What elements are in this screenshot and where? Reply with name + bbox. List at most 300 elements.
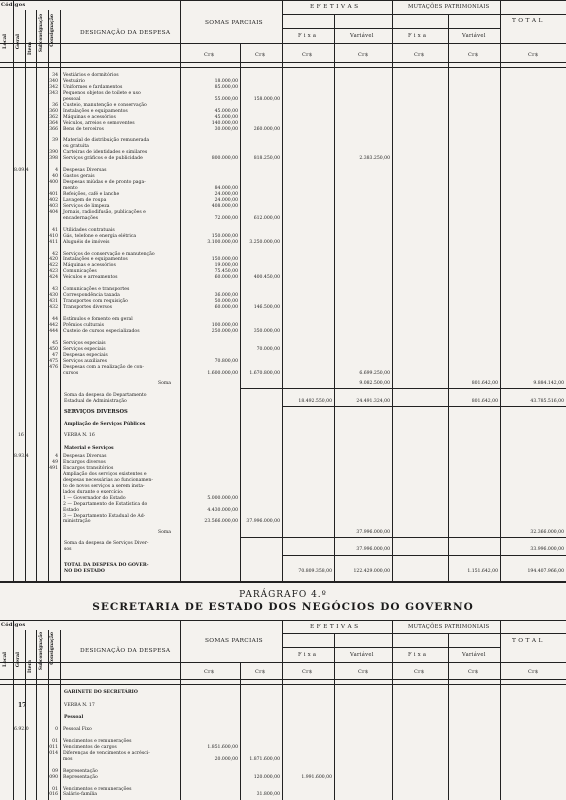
table-row	[0, 246, 566, 252]
table-row	[0, 79, 566, 85]
cell-p1: 30.000,00	[214, 126, 238, 132]
cell-desc: pessoal	[63, 96, 81, 102]
cell-p1: 85.000,00	[214, 84, 238, 90]
cell-p1: 4.430.000,00	[207, 507, 238, 513]
table-row	[0, 228, 566, 234]
cell-c2: 442	[49, 322, 58, 328]
soma-dept-mut-variavel: 801.642,00	[471, 399, 498, 404]
cell-p1: 60.000,00	[214, 275, 238, 281]
mut-fixa-header: F i x a	[408, 33, 427, 39]
table-row	[0, 305, 566, 311]
soma-label: Soma	[158, 381, 172, 386]
cell-desc: Jornais, radiodifusão, publicações e	[63, 209, 146, 215]
cell-p1: 70.800,00	[214, 358, 238, 364]
cell-desc: Máquinas e acessórios	[63, 114, 116, 120]
table-row	[0, 371, 566, 377]
cell-desc: lados durante o exercício:	[63, 489, 124, 495]
cell-desc: Salário-família	[63, 792, 98, 798]
code-col-subconsignacao: Subconsignação	[38, 14, 43, 53]
cell-desc: Diferenças de vencimentos e acrésci-	[63, 750, 150, 756]
cell-p1: 75.450,00	[214, 269, 238, 275]
table-row	[0, 210, 566, 216]
table-row	[0, 329, 566, 335]
soma-serv-line2: sos	[64, 547, 72, 552]
currency-label: Cr$	[302, 52, 313, 58]
table-row	[0, 198, 566, 204]
total-gov-fixa: 70.809.358,00	[298, 569, 332, 574]
cell-c2: 0	[55, 727, 58, 732]
pessoal-label: Pessoal	[64, 715, 84, 720]
cell-fixa: 1.991.600,00	[301, 774, 332, 780]
cell-desc: 2 — Departamento de Estatística do	[63, 501, 148, 507]
cell-desc: Estímulos e fomento em geral	[63, 316, 133, 322]
table-row	[0, 739, 566, 745]
currency-label: Cr$	[255, 669, 266, 675]
cell-p2: 70.000,00	[256, 346, 280, 352]
cell-desc: despesas necessárias ao funcionamen-	[63, 477, 153, 483]
cell-c2: 444	[49, 328, 58, 334]
cell-c2: 342	[49, 84, 58, 90]
currency-label: Cr$	[302, 669, 313, 675]
table-row	[0, 496, 566, 502]
cell-desc: Veículos, arreios e semoventes	[63, 120, 135, 126]
cell-c2: 343	[49, 90, 58, 96]
soma-dept-line1: Soma da despesa do Departamento	[64, 393, 147, 398]
table-row	[0, 109, 566, 115]
table-row	[0, 478, 566, 484]
cell-c2: 47	[52, 352, 58, 358]
cell-c2: 411	[49, 239, 58, 245]
gabinete-title: GABINETE DO SECRETÁRIO	[64, 690, 138, 695]
cell-c1: 6.92.0	[14, 727, 29, 732]
table-row	[0, 317, 566, 323]
cell-p1: 23.566.000,00	[204, 519, 238, 525]
currency-label: Cr$	[468, 669, 479, 675]
table-row	[0, 323, 566, 329]
table-row	[0, 502, 566, 508]
designacao-header: DESIGNAÇÃO DA DESPESA	[80, 648, 171, 654]
code-col-consignacao: Consignação	[50, 14, 55, 47]
code-col-subconsignacao: Subconsignação	[38, 632, 43, 671]
table-row	[0, 281, 566, 287]
table-row	[0, 275, 566, 281]
table-row	[0, 353, 566, 359]
code-col-item: Item	[27, 42, 33, 56]
cell-desc: cursos	[63, 370, 79, 376]
rule	[0, 581, 566, 583]
cell-p2: 31.800,00	[256, 792, 280, 798]
currency-label: Cr$	[528, 52, 539, 58]
fixa-header: F i x a	[298, 33, 317, 39]
cell-desc: Pequenos objetos de toilete e uso	[63, 90, 141, 96]
table-row	[0, 769, 566, 775]
cell-desc: Instalações e equipamentos	[63, 257, 128, 263]
efetivas-header: E F E T I V A S	[310, 624, 359, 630]
rule	[0, 43, 566, 44]
cell-c2: 360	[49, 108, 58, 114]
soma2-total: 32.366.000,00	[530, 530, 564, 535]
table-row	[0, 180, 566, 186]
cell-c2: 090	[49, 774, 58, 780]
cell-desc: Refeições, café e lanche	[63, 192, 120, 197]
cell-desc: Vencimentos de cargos	[63, 744, 117, 750]
table-row	[0, 775, 566, 781]
total-gov-variavel: 122.429.000,00	[353, 569, 390, 574]
rule	[0, 62, 566, 63]
cell-desc: Comunicações	[63, 269, 97, 275]
table-row	[0, 460, 566, 466]
cell-desc: Despesas especiais	[63, 352, 108, 358]
cell-desc: Pessoal Fixo	[63, 727, 92, 732]
cell-c2: 34	[52, 73, 58, 78]
cell-desc: Serviços auxiliares	[63, 358, 107, 364]
table-row	[0, 192, 566, 198]
table-row	[0, 454, 566, 460]
gabinete-verba: VERBA N. 17	[64, 703, 95, 708]
cell-c2: 40	[52, 174, 58, 180]
codigos-label: Códigos	[1, 622, 26, 628]
cell-c2: 44	[52, 316, 58, 322]
cell-c2: 430	[49, 293, 58, 299]
cell-p2: 400.450,00	[253, 275, 280, 281]
cell-p1: 1.851.600,00	[207, 744, 238, 750]
rule	[282, 14, 566, 15]
cell-desc: Gastos gerais	[63, 174, 95, 180]
fixa-header: F i x a	[298, 652, 317, 658]
table-row	[0, 103, 566, 109]
variavel-header: Variável	[350, 33, 374, 39]
cell-p1: 55.000,00	[214, 96, 238, 102]
cell-p1: 140.000,00	[211, 120, 238, 126]
table-row	[0, 127, 566, 133]
rule	[282, 555, 566, 556]
soma-dept-variavel: 24.491.324,00	[356, 399, 390, 404]
table-row	[0, 727, 566, 733]
soma2-variavel: 37.996.000,00	[356, 530, 390, 535]
cell-c2: 491	[49, 465, 58, 471]
cell-p1: 45.000,00	[214, 114, 238, 120]
table-row	[0, 216, 566, 222]
servicos-verba: VERBA N. 16	[64, 433, 95, 438]
soma-dept-line2: Estadual de Administração	[64, 399, 127, 404]
cell-desc: Serviços especiais	[63, 340, 106, 346]
table-row	[0, 733, 566, 739]
cell-c2: 49	[52, 459, 58, 465]
cell-p1: 24.000,00	[214, 197, 238, 203]
cell-desc: Encargos diversos	[63, 459, 106, 465]
cell-p1: 1.600.000,00	[207, 370, 238, 376]
cell-desc: Serviços especiais	[63, 346, 106, 352]
table-row	[0, 115, 566, 121]
rule	[282, 406, 566, 407]
cell-desc: Instalações e equipamentos	[63, 108, 128, 114]
soma-total: 9.884.142,00	[533, 381, 564, 386]
table-row	[0, 91, 566, 97]
table-row	[0, 204, 566, 210]
cell-desc: Custeio, manutenção e conservação	[63, 102, 147, 108]
cell-p1: 100.000,00	[211, 322, 238, 328]
currency-label: Cr$	[414, 52, 425, 58]
cell-desc: Despesas Diversas	[63, 454, 107, 459]
cell-c2: 390	[49, 150, 58, 156]
table-row	[0, 792, 566, 798]
cell-desc: Máquinas e acessórios	[63, 263, 116, 269]
cell-desc: Representação	[63, 774, 98, 780]
total-gov-line1: TOTAL DA DESPESA DO GOVER-	[64, 563, 149, 568]
cell-desc: Vestiários e dormitórios	[63, 73, 119, 78]
table-row	[0, 311, 566, 317]
table-row	[0, 781, 566, 787]
efetivas-header: E F E T I V A S	[310, 4, 359, 10]
mut-variavel-header: Variável	[462, 33, 486, 39]
cell-p2: 612.000,00	[253, 215, 280, 221]
rule	[0, 0, 566, 1]
code-col-geral: Geral	[15, 652, 21, 668]
soma-dept-total: 43.785.516,00	[530, 399, 564, 404]
code-col-local: Local	[2, 652, 8, 668]
cell-c2: 016	[49, 792, 58, 798]
cell-desc: Ampliação dos serviços existentes e	[63, 471, 147, 477]
cell-c2: 4	[55, 454, 58, 459]
cell-desc: Carteiras de identidades e similares	[63, 150, 148, 156]
somas-parciais-header: SOMAS PARCIAIS	[205, 20, 263, 26]
table-row	[0, 156, 566, 162]
cell-var: 6.699.250,00	[359, 370, 390, 376]
cell-p1: 5.000.000,00	[207, 495, 238, 501]
cell-desc: Despesas miúdas e de pronto paga-	[63, 180, 146, 186]
table-row	[0, 341, 566, 347]
table-row	[0, 519, 566, 525]
table-row	[0, 763, 566, 769]
cell-desc: Prêmios culturais	[63, 322, 104, 328]
table-row	[0, 466, 566, 472]
cell-c2: 366	[49, 126, 58, 132]
cell-desc: Vestuário	[63, 78, 85, 84]
cell-p2: 1.670.800,00	[249, 370, 280, 376]
code-col-local: Local	[2, 34, 8, 50]
cell-desc: Uniformes e fardamentos	[63, 84, 123, 90]
cell-c2: 398	[49, 156, 58, 162]
cell-p2: 37.996.000,00	[246, 519, 280, 525]
soma2-label: Soma	[158, 530, 172, 535]
cell-desc: mos	[63, 756, 73, 762]
cell-c2: 01	[52, 738, 58, 744]
cell-desc: Vencimentos e remunerações	[63, 786, 132, 792]
table-row	[0, 174, 566, 180]
cell-desc: 3 — Departamento Estadual de Ad-	[63, 513, 146, 519]
mut-variavel-header: Variável	[462, 652, 486, 658]
cell-c2: 422	[49, 263, 58, 269]
table-row	[0, 365, 566, 371]
codigos-label: Códigos	[1, 2, 26, 8]
rule	[240, 537, 566, 538]
cell-c2: 36	[52, 102, 58, 108]
cell-c2: 476	[49, 364, 58, 370]
table-row	[0, 240, 566, 246]
cell-desc: Material de distribuição remunerada	[63, 138, 150, 144]
rule	[0, 684, 566, 685]
cell-c2: 09	[52, 768, 58, 774]
table-row	[0, 287, 566, 293]
cell-p1: 408.000,00	[211, 203, 238, 209]
somas-parciais-header: SOMAS PARCIAIS	[205, 638, 263, 644]
servicos-code: 16	[18, 433, 24, 438]
table-row	[0, 508, 566, 514]
soma-mut-variavel: 801.642,00	[471, 381, 498, 386]
material-servicos-label: Material e Serviços	[64, 446, 114, 451]
table-row	[0, 222, 566, 228]
currency-label: Cr$	[358, 669, 369, 675]
cell-desc: Utilidades contratuais	[63, 227, 115, 233]
cell-desc: Despesas Diversas	[63, 168, 107, 174]
currency-label: Cr$	[468, 52, 479, 58]
cell-c2: 4	[55, 168, 58, 174]
cell-p1: 50.000,00	[214, 299, 238, 305]
rule	[0, 662, 566, 663]
table-row	[0, 472, 566, 478]
cell-desc: Transportes com requisição	[63, 299, 128, 305]
cell-c2: 45	[52, 340, 58, 346]
soma-dept-fixa: 18.492.550,00	[298, 399, 332, 404]
servicos-subtitle: Ampliação de Serviços Públicos	[64, 422, 146, 427]
table-row	[0, 745, 566, 751]
cell-p1: 36.000,00	[214, 293, 238, 299]
cell-p1: 24.000,00	[214, 192, 238, 197]
table-row	[0, 85, 566, 91]
currency-label: Cr$	[414, 669, 425, 675]
table-row	[0, 347, 566, 353]
total-header: T O T A L	[512, 18, 543, 24]
cell-p1: 3.100.000,00	[207, 239, 238, 245]
cell-c2: 401	[49, 192, 58, 197]
rule	[0, 679, 566, 680]
code-col-item: Item	[27, 660, 33, 674]
table-row	[0, 484, 566, 490]
cell-c2: 364	[49, 120, 58, 126]
code-col-geral: Geral	[15, 34, 21, 50]
cell-desc: ministração	[63, 519, 91, 525]
cell-c2: 340	[49, 78, 58, 84]
cell-desc: Aluguéis de imóveis	[63, 239, 110, 245]
cell-c2: 014	[49, 750, 58, 756]
cell-c2: 400	[49, 180, 58, 186]
cell-desc: Gás, telefone e energia elétrica	[63, 233, 137, 239]
cell-p2: 260.000,00	[253, 126, 280, 132]
rule	[282, 647, 500, 648]
cell-c2: 475	[49, 358, 58, 364]
rule	[0, 67, 566, 68]
table-row	[0, 234, 566, 240]
mutacoes-header: MUTAÇÕES PATRIMONIAIS	[408, 4, 490, 10]
cell-desc: to de novos serviços a serem insta-	[63, 483, 145, 489]
cell-p1: 18.000,00	[214, 78, 238, 84]
cell-c2: 432	[49, 305, 58, 311]
table-row	[0, 359, 566, 365]
secretaria-title: SECRETARIA DE ESTADO DOS NEGÓCIOS DO GOVERNO	[92, 601, 474, 613]
cell-p2: 158.000,00	[253, 96, 280, 102]
cell-p1: 150.000,00	[211, 233, 238, 239]
cell-desc: Encargos transitórios	[63, 465, 114, 471]
cell-c2: 403	[49, 203, 58, 209]
table-row	[0, 335, 566, 341]
cell-c2: 011	[49, 744, 58, 750]
table-row	[0, 186, 566, 192]
cell-c2: 404	[49, 209, 58, 215]
cell-c2: 39	[52, 138, 58, 144]
cell-desc: Vencimentos e remunerações	[63, 738, 132, 744]
currency-label: Cr$	[358, 52, 369, 58]
currency-label: Cr$	[204, 52, 215, 58]
cell-desc: 1 — Governador do Estado	[63, 495, 126, 501]
soma-serv-total: 33.996.000,00	[530, 547, 564, 552]
rule	[282, 633, 566, 634]
servicos-title: SERVIÇOS DIVERSOS	[64, 409, 128, 415]
cell-c2: 424	[49, 275, 58, 281]
cell-desc: Estado	[63, 507, 80, 513]
table-row	[0, 168, 566, 174]
total-header: T O T A L	[512, 638, 543, 644]
cell-p2: 120.000,00	[253, 774, 280, 780]
table-row	[0, 162, 566, 168]
cell-c2: 410	[49, 233, 58, 239]
code-col-consignacao: Consignação	[50, 632, 55, 665]
cell-p1: 84.000,00	[214, 186, 238, 192]
table-row	[0, 299, 566, 305]
designacao-header: DESIGNAÇÃO DA DESPESA	[80, 30, 171, 36]
currency-label: Cr$	[528, 669, 539, 675]
cell-p1: 72.000,00	[214, 215, 238, 221]
cell-c1: 8.09.4	[14, 168, 29, 174]
cell-p2: 818.250,00	[253, 156, 280, 162]
table-row	[0, 757, 566, 763]
rule	[282, 28, 500, 29]
cell-p2: 1.871.600,00	[249, 756, 280, 762]
cell-p1: 45.000,00	[214, 108, 238, 114]
cell-desc: Lavagem de roupa	[63, 197, 107, 203]
cell-desc: Serviços de conservação e manutenção	[63, 251, 155, 257]
paragrafo-title: PARÁGRAFO 4.º	[239, 590, 327, 600]
cell-c2: 402	[49, 197, 58, 203]
table-row	[0, 490, 566, 496]
cell-p1: 150.000,00	[211, 257, 238, 263]
cell-c2: 42	[52, 251, 58, 257]
currency-label: Cr$	[255, 52, 266, 58]
cell-desc: Bens de terceiros	[63, 126, 104, 132]
cell-p1: 250.000,00	[211, 328, 238, 334]
cell-var: 2.383.250,00	[359, 156, 390, 162]
cell-desc: Transportes diversos	[63, 305, 112, 311]
cell-desc: Veículos e arreamentos	[63, 275, 118, 281]
total-gov-mut-variavel: 1.151.642,00	[467, 569, 498, 574]
variavel-header: Variável	[350, 652, 374, 658]
cell-c2: 450	[49, 346, 58, 352]
cell-desc: mento	[63, 186, 78, 192]
soma-serv-variavel: 37.996.000,00	[356, 547, 390, 552]
cell-desc: Representação	[63, 768, 98, 774]
cell-p1: 60.000,00	[214, 305, 238, 311]
cell-desc: ou gratuita	[63, 144, 89, 150]
cell-c2: 431	[49, 299, 58, 305]
cell-p2: 3.250.000,00	[249, 239, 280, 245]
table-row	[0, 121, 566, 127]
total-gov-line2: NO DO ESTADO	[64, 569, 105, 574]
cell-c2: 43	[52, 287, 58, 293]
cell-desc: Comunicações e transportes	[63, 287, 130, 293]
currency-label: Cr$	[204, 669, 215, 675]
total-gov-total: 194.407.966,00	[527, 569, 564, 574]
mut-fixa-header: F i x a	[408, 652, 427, 658]
cell-desc: Serviços gráficos e de publicidade	[63, 156, 143, 162]
